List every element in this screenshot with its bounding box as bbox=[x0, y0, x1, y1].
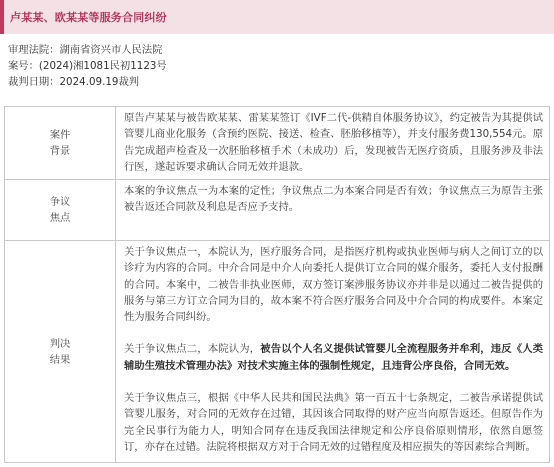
table-row-facts bbox=[5, 107, 550, 180]
court-line: 审理法院：湖南省资兴市人民法院 bbox=[8, 44, 163, 56]
judgment-paragraph-2 bbox=[124, 341, 543, 374]
dispute-label bbox=[5, 180, 116, 241]
facts-label-line1: 案件 bbox=[49, 129, 71, 141]
judgment-label-line2: 结果 bbox=[49, 353, 71, 366]
judgment-paragraph-3: 关于争议焦点三，根据《中华人民共和国民法典》第一百五十七条规定，二被告承诺提供试管婴儿服务，对合同的无效存在过错，其因该合同取得的财产应当向原告返还。但原告作为完全民事行为能力人，明知合同存在违反我国法律规定和公序良俗原则情形，依然自愿签订，亦存在过错。法院将根据双方对于合同无效的过错程度及相应损失的等因素综合判断。 bbox=[124, 392, 543, 453]
dispute-content bbox=[116, 180, 550, 241]
judgment-label-line1: 判决 bbox=[49, 337, 71, 350]
dispute-text: 本案的争议焦点一为本案的定性；争议焦点二为本案合同是否有效；争议焦点三为原告主张被告返还合同款及利息是否应予支持。 bbox=[124, 185, 543, 214]
table-row-dispute bbox=[5, 180, 550, 241]
case-meta bbox=[8, 42, 167, 90]
page-title: 卢某某、欧某某等服务合同纠纷 bbox=[10, 11, 167, 24]
judgment-label bbox=[5, 241, 116, 463]
judgment-date-line: 裁判日期：2024.09.19裁判 bbox=[8, 76, 140, 88]
case-number-line: 案号：(2024)湘1081民初1123号 bbox=[8, 60, 167, 72]
judgment-paragraph-1: 关于争议焦点一，本院认为，医疗服务合同，是指医疗机构或执业医师与病人之间订立的以诊疗为内容的合同。中介合同是中介人向委托人提供订立合同的媒介服务，委托人支付报酬的合同。本案中，二被告非执业医师，双方签订案涉服务协议亦并非是以通过二被告提供的服务与第三方订立合同为目的，故本案不符合医疗服务合同及中介合同的构成要件。本案定性为服务合同纠纷。 bbox=[124, 246, 543, 324]
table-row-judgment bbox=[5, 241, 550, 463]
judgment-paragraph-2-holding: 被告以个人名义提供试管婴儿全流程服务并牟利，违反《人类辅助生殖技术管理办法》对技术实施主体的强制性规定，且违背公序良俗，合同无效。 bbox=[124, 343, 543, 372]
dispute-label-line1: 争议 bbox=[49, 196, 71, 208]
title-bar bbox=[0, 0, 554, 34]
judgment-paragraph-2-lead: 关于争议焦点二，本院认为， bbox=[124, 343, 261, 356]
judgment-content bbox=[116, 241, 550, 463]
facts-text: 原告卢某某与被告欧某某、雷某某签订《IVF二代-供精自体服务协议》，约定被告为其提供试管婴儿商业化服务（含预约医院、接送、检查、胚胎移植等），并支付服务费130,554元。原告完成超声检查及一次胚胎移植手术（未成功）后，发现被告无医疗资质，且服务涉及非法行医，遂起诉要求确认合同无效并退款。 bbox=[124, 112, 543, 173]
facts-label-line2: 背景 bbox=[49, 145, 71, 157]
facts-label bbox=[5, 107, 116, 180]
case-table bbox=[4, 106, 550, 463]
dispute-label-line2: 焦点 bbox=[49, 212, 71, 224]
facts-content bbox=[116, 107, 550, 180]
